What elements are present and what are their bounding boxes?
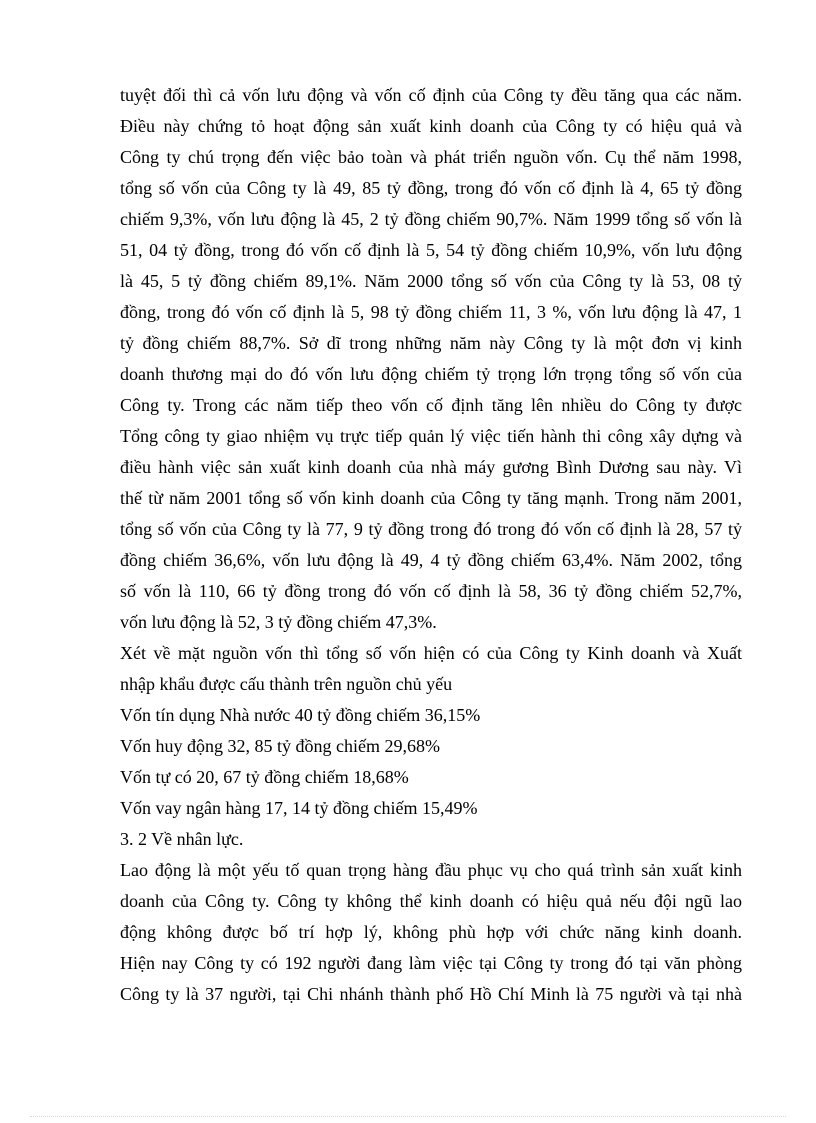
text-line: tuyệt đối thì cả vốn lưu động và vốn cố định của Công ty đều tăng qua các năm. [120, 85, 742, 105]
text-line: tỷ đồng chiếm 88,7%. Sở dĩ trong những năm này Công ty là một đơn vị kinh [120, 333, 742, 353]
body-text [120, 80, 742, 1010]
text-line: số vốn là 110, 66 tỷ đồng trong đó vốn cố định là 58, 36 tỷ đồng chiếm 52,7%, [120, 581, 742, 601]
text-line: Vốn tự có 20, 67 tỷ đồng chiếm 18,68% [120, 767, 409, 787]
text-line: động không được bố trí hợp lý, không phù hợp với chức năng kinh doanh. [120, 922, 742, 942]
text-line: Tổng công ty giao nhiệm vụ trực tiếp quản lý việc tiến hành thi công xây dựng và [120, 426, 742, 446]
text-line: vốn lưu động là 52, 3 tỷ đồng chiếm 47,3%. [120, 612, 437, 632]
text-line: điều hành việc sản xuất kinh doanh của nhà máy gương Bình Dương sau này. Vì [120, 457, 742, 477]
text-line: Xét về mặt nguồn vốn thì tổng số vốn hiện có của Công ty Kinh doanh và Xuất [120, 643, 742, 663]
text-line: là 45, 5 tỷ đồng chiếm 89,1%. Năm 2000 tổng số vốn của Công ty là 53, 08 tỷ [120, 271, 742, 291]
text-line: tổng số vốn của Công ty là 77, 9 tỷ đồng trong đó trong đó vốn cố định là 28, 57 tỷ [120, 519, 742, 539]
text-line: Lao động là một yếu tố quan trọng hàng đầu phục vụ cho quá trình sản xuất kinh [120, 860, 742, 880]
text-line: doanh của Công ty. Công ty không thể kinh doanh có hiệu quả nếu đội ngũ lao [120, 891, 742, 911]
text-line: Vốn vay ngân hàng 17, 14 tỷ đồng chiếm 15,49% [120, 798, 478, 818]
text-line: chiếm 9,3%, vốn lưu động là 45, 2 tỷ đồng chiếm 90,7%. Năm 1999 tổng số vốn là [120, 209, 742, 229]
text-line: Hiện nay Công ty có 192 người đang làm việc tại Công ty trong đó tại văn phòng [120, 953, 742, 973]
text-line: Công ty. Trong các năm tiếp theo vốn cố định tăng lên nhiều do Công ty được [120, 395, 742, 415]
text-line: Công ty là 37 người, tại Chi nhánh thành phố Hồ Chí Minh là 75 người và tại nhà [120, 984, 742, 1004]
text-line: nhập khẩu được cấu thành trên nguồn chủ yếu [120, 674, 453, 694]
text-line: doanh thương mại do đó vốn lưu động chiếm tỷ trọng lớn trọng tổng số vốn của [120, 364, 742, 384]
text-line: Vốn tín dụng Nhà nước 40 tỷ đồng chiếm 36,15% [120, 705, 481, 725]
text-line: tổng số vốn của Công ty là 49, 85 tỷ đồng, trong đó vốn cố định là 4, 65 tỷ đồng [120, 178, 742, 198]
text-line: Điều này chứng tỏ hoạt động sản xuất kinh doanh của Công ty có hiệu quả và [120, 116, 742, 136]
text-line: đồng chiếm 36,6%, vốn lưu động là 49, 4 tỷ đồng chiếm 63,4%. Năm 2002, tổng [120, 550, 742, 570]
text-line: 51, 04 tỷ đồng, trong đó vốn cố định là 5, 54 tỷ đồng chiếm 10,9%, vốn lưu động [120, 240, 742, 260]
text-line: đồng, trong đó vốn cố định là 5, 98 tỷ đồng chiếm 11, 3 %, vốn lưu động là 47, 1 [120, 302, 742, 322]
text-line: 3. 2 Về nhân lực. [120, 829, 244, 849]
text-line: Công ty chú trọng đến việc bảo toàn và phát triển nguồn vốn. Cụ thể năm 1998, [120, 147, 742, 167]
text-line: Vốn huy động 32, 85 tỷ đồng chiếm 29,68% [120, 736, 440, 756]
page-bottom-divider [30, 1116, 786, 1117]
text-line: thế từ năm 2001 tổng số vốn kinh doanh của Công ty tăng mạnh. Trong năm 2001, [120, 488, 742, 508]
